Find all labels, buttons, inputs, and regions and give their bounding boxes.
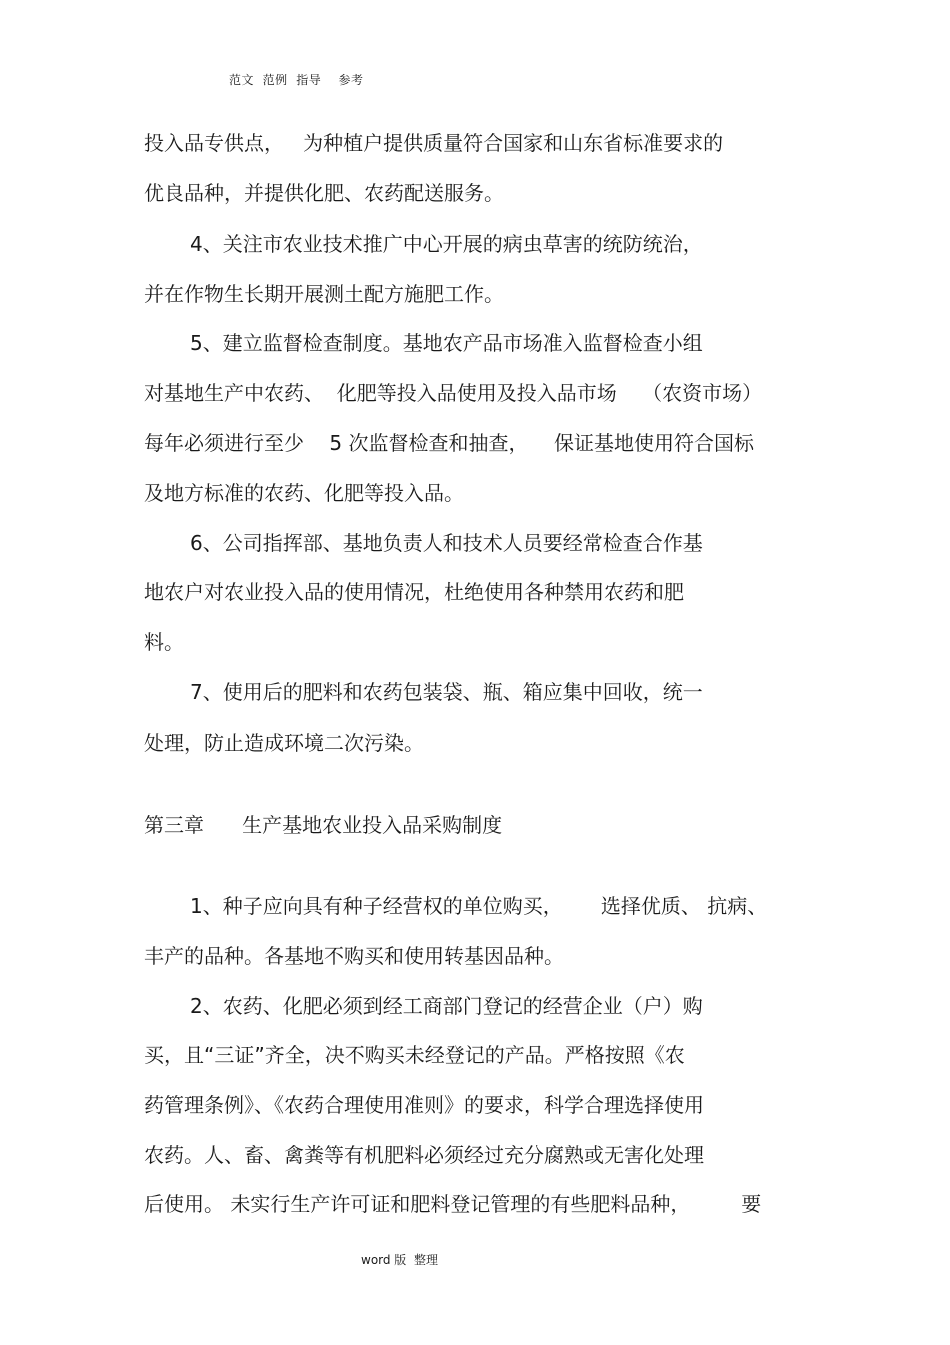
chapter-paragraph-2-line: 2、农药、化肥必须到经工商部门登记的经营企业（户）购	[190, 994, 703, 1018]
chapter-paragraph-1-line: 1、种子应向具有种子经营权的单位购买， 选择优质、 抗病、	[190, 894, 768, 918]
body-line: 及地方标准的农药、化肥等投入品。	[144, 481, 464, 505]
body-line: 每年必须进行至少 5 次监督检查和抽查， 保证基地使用符合国标	[144, 431, 754, 455]
body-line: 优良品种，并提供化肥、农药配送服务。	[144, 181, 504, 205]
chapter-heading: 第三章 生产基地农业投入品采购制度	[144, 813, 503, 837]
body-line: 药管理条例》、《农药合理使用准则》的要求，科学合理选择使用	[144, 1093, 704, 1117]
body-line: 投入品专供点， 为种植户提供质量符合国家和山东省标准要求的	[144, 131, 724, 155]
paragraph-4-line: 4、关注市农业技术推广中心开展的病虫草害的统防统治，	[190, 232, 703, 256]
body-line: 并在作物生长期开展测土配方施肥工作。	[144, 282, 504, 306]
body-line: 买，且“三证”齐全，决不购买未经登记的产品。严格按照《农	[144, 1043, 685, 1067]
paragraph-7-line: 7、使用后的肥料和农药包装袋、瓶、箱应集中回收，统一	[190, 680, 703, 704]
body-line: 丰产的品种。各基地不购买和使用转基因品种。	[144, 944, 564, 968]
paragraph-5-line: 5、建立监督检查制度。基地农产品市场准入监督检查小组	[190, 331, 703, 355]
paragraph-6-line: 6、公司指挥部、基地负责人和技术人员要经常检查合作基	[190, 531, 703, 555]
body-line: 农药。人、畜、禽粪等有机肥料必须经过充分腐熟或无害化处理	[144, 1143, 704, 1167]
body-line: 地农户对农业投入品的使用情况，杜绝使用各种禁用农药和肥	[144, 580, 684, 604]
body-line: 后使用。 未实行生产许可证和肥料登记管理的有些肥料品种， 要	[144, 1192, 762, 1216]
body-line: 处理，防止造成环境二次污染。	[144, 731, 424, 755]
page-header: 范文 范例 指导 参考	[229, 73, 364, 87]
body-line: 料。	[144, 630, 184, 654]
page-footer: word 版 整理	[361, 1253, 438, 1267]
body-line: 对基地生产中农药、 化肥等投入品使用及投入品市场 （农资市场）	[144, 381, 763, 405]
